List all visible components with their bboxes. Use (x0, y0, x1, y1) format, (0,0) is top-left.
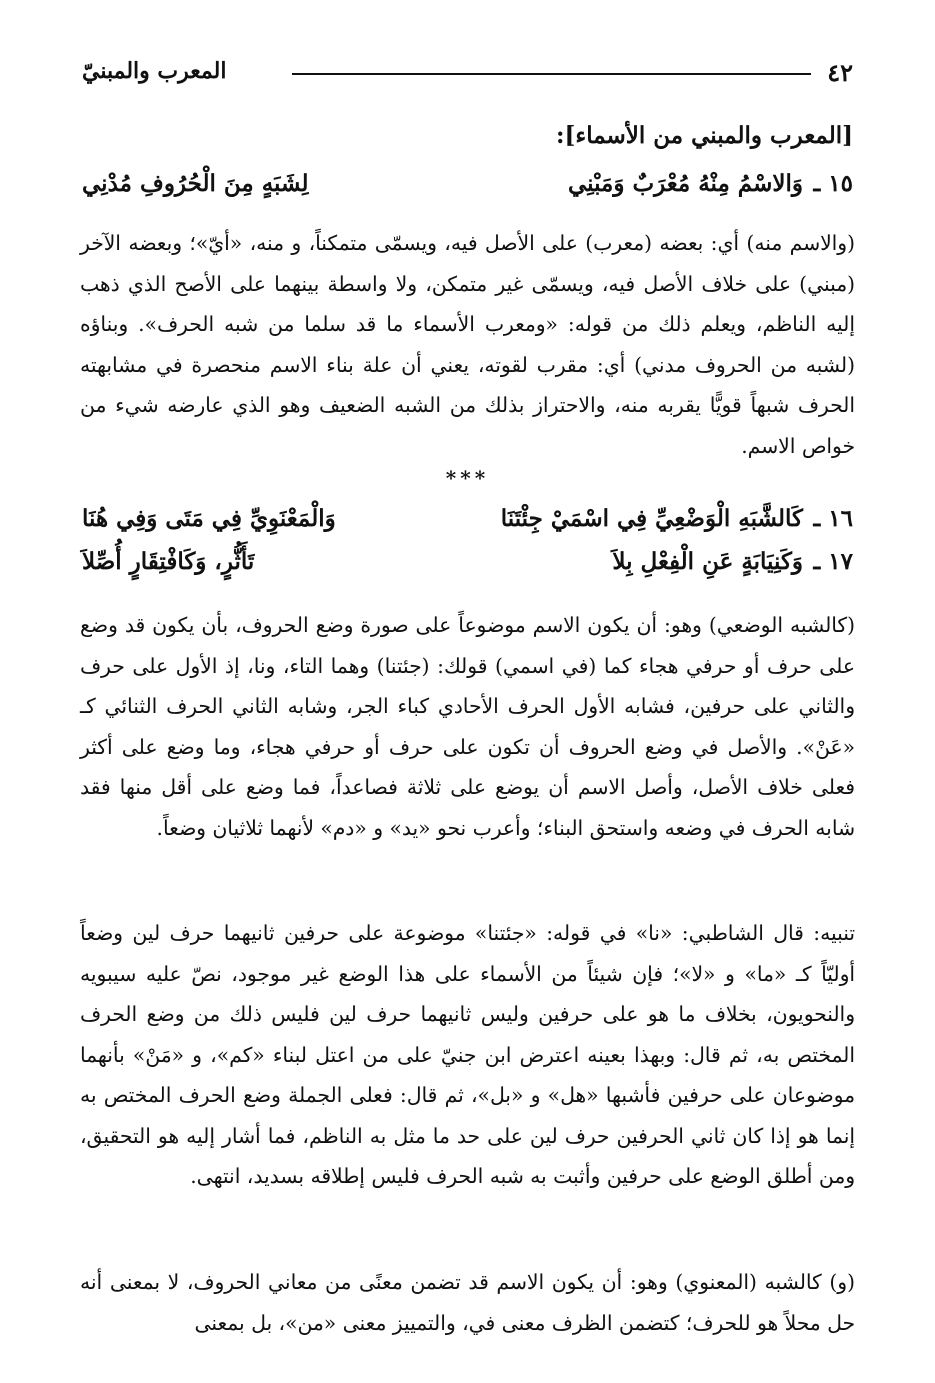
verse-number: ١٥ ـ (813, 170, 853, 197)
verse-hemistich-second: تَأَثُّرٍ، وَكَافْتِقَارٍ أُصِّلاَ (82, 548, 255, 575)
page-header (82, 58, 853, 98)
verse-16 (82, 505, 853, 545)
commentary-paragraph-2: (كالشبه الوضعي) وهو: أن يكون الاسم موضوعاً على صورة وضع الحروف، بأن يكون قد وضع على حرف أو حرفي هجاء كما (في اسمي) قولك: (جئتنا) وهما التاء، ونا، إذ الأول على حرف والثاني على حرفين، فشابه الأول الحرف الأحادي كباء الجر، وشابه الثاني الحرف الثنائي كـ «عَنْ». والأصل في وضع الحروف أن تكون على حرف أو حرفي هجاء، وما وضع على أكثر فعلى خلاف الأصل، وأصل الاسم أن يوضع على ثلاثة فصاعداً، فما وضع على أقل منها فقد شابه الحرف في وضعه واستحق البناء؛ وأعرب نحو «يد» و «دم» لأنهما ثلاثيان وضعاً. (80, 613, 855, 840)
header-rule (292, 73, 811, 75)
verse-number: ١٦ ـ (813, 505, 853, 532)
verse-number: ١٧ ـ (813, 548, 853, 575)
verse-hemistich-second: وَالْمَعْنَوِيِّ فِي مَتَى وَفِي هُنَا (82, 505, 336, 532)
section-heading: [المعرب والمبني من الأسماء]: (556, 122, 853, 149)
running-title: المعرب والمبنيّ (82, 58, 227, 84)
verse-15 (82, 170, 853, 210)
commentary-paragraph-3: تنبيه: قال الشاطبي: «نا» في قوله: «جئتنا» موضوعة على حرفين ثانيهما حرف لين وضعاً أوليّاً كـ «ما» و «لا»؛ فإن شيئاً من الأسماء على هذا الوضع غير موجود، نصّ عليه سيبويه والنحويون، بخلاف ما هو على حرفين وليس ثانيهما حرف لين فليس ذلك من وضع الحرف المختص به، ثم قال: وبهذا بعينه اعترض ابن جنيّ على من اعتل لبناء «كم»، و «مَنْ» بأنهما موضوعان على حرفين فأشبها «هل» و «بل»، ثم قال: فعلى الجملة وضع الحرف المختص به إنما هو إذا كان ثاني الحرفين حرف لين على حد ما مثل به الناظم، فما أشار إليه هو التحقيق، ومن أطلق الوضع على حرفين وأثبت به شبه الحرف فليس إطلاقه بسديد، انتهى. (80, 921, 855, 1188)
verse-17 (82, 548, 853, 588)
page-number: ٤٢ (827, 58, 853, 87)
section-separator: *** (445, 466, 490, 490)
commentary-paragraph-4: (و) كالشبه (المعنوي) وهو: أن يكون الاسم قد تضمن معنًى من معاني الحروف، لا بمعنى أنه حل محلاً هو للحرف؛ كتضمن الظرف معنى في، والتمييز معنى «من»، بل بمعنى (80, 1270, 855, 1335)
verse-hemistich-second: لِشَبَهٍ مِنَ الْحُرُوفِ مُدْنِي (82, 170, 309, 197)
verse-hemistich-first: وَالاسْمُ مِنْهُ مُعْرَبٌ وَمَبْنِي (567, 170, 803, 197)
verse-hemistich-first: كَالشَّبَهِ الْوَضْعِيِّ فِي اسْمَيْ جِئْتَنَا (500, 505, 803, 532)
commentary-paragraph-1: (والاسم منه) أي: بعضه (معرب) على الأصل فيه، ويسمّى متمكناً، و منه، «أيّ»؛ وبعضه الآخر (مبني) على خلاف الأصل فيه، ويسمّى غير متمكن، ولا واسطة بينهما على الأصح الذي ذهب إليه الناظم، ويعلم ذلك من قوله: «ومعرب الأسماء ما قد سلما من شبه الحرف». وبناؤه (لشبه من الحروف مدني) أي: مقرب لقوته، يعني أن علة بناء الاسم منحصرة في مشابهته الحرف شبهاً قويًّا يقربه منه، والاحتراز بذلك من الشبه الضعيف وهو الذي عارضه شيء من خواص الاسم. (80, 231, 855, 458)
verse-hemistich-first: وَكَنِيَابَةٍ عَنِ الْفِعْلِ بِلاَ (612, 548, 803, 575)
